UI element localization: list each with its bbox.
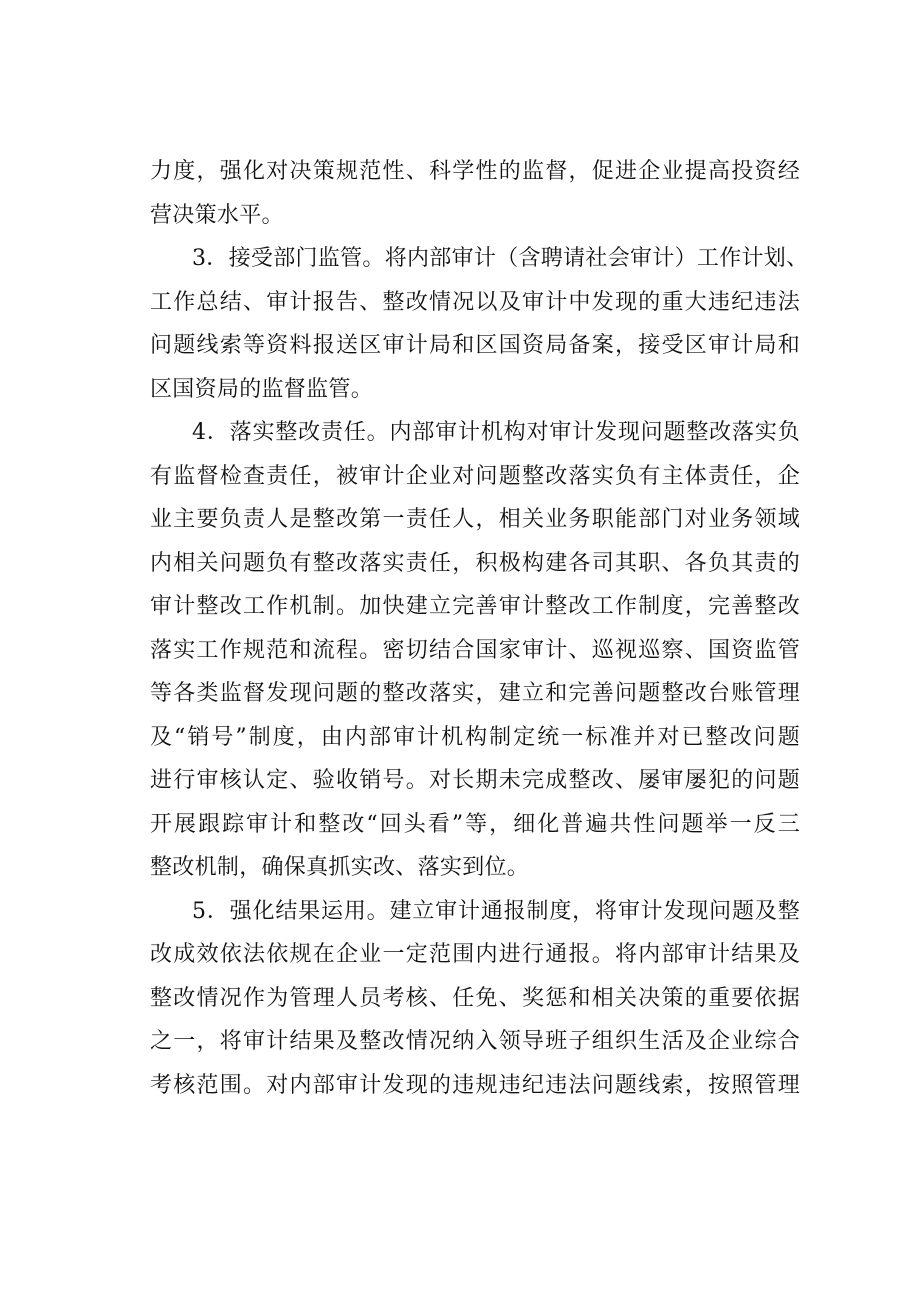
paragraph-line: 及“销号”制度，由内部审计机构制定统一标准并对已整改问题 (150, 724, 800, 750)
paragraph-line: 等各类监督发现问题的整改落实，建立和完善问题整改台账管理 (150, 681, 800, 706)
paragraph-line: 营决策水平。 (150, 202, 284, 228)
paragraph-line: 审计整改工作机制。加快建立完善审计整改工作制度，完善整改 (150, 594, 800, 619)
paragraph-line: 落实工作规范和流程。密切结合国家审计、巡视巡察、国资监管 (150, 637, 800, 663)
paragraph-line: 业主要负责人是整改第一责任人，相关业务职能部门对业务领域 (150, 507, 800, 532)
paragraph-line: 整改情况作为管理人员考核、任免、奖惩和相关决策的重要依据 (150, 985, 800, 1011)
paragraph-line-section-3: 3．接受部门监管。将内部审计（含聘请社会审计）工作计划、 (192, 246, 809, 271)
paragraph-line: 考核范围。对内部审计发现的违规违纪违法问题线索，按照管理 (150, 1072, 800, 1098)
paragraph-line: 问题线索等资料报送区审计局和区国资局备案，接受区审计局和 (150, 333, 800, 358)
paragraph-line: 开展跟踪审计和整改“回头看”等，细化普遍共性问题举一反三 (150, 811, 800, 837)
paragraph-line: 区国资局的监督监管。 (150, 376, 374, 402)
paragraph-line: 内相关问题负有整改落实责任，积极构建各司其职、各负其责的 (150, 550, 800, 576)
document-body (150, 150, 809, 1107)
paragraph-line: 进行审核认定、验收销号。对长期未完成整改、屡审屡犯的问题 (150, 768, 800, 793)
paragraph-line: 有监督检查责任，被审计企业对问题整改落实负有主体责任，企 (150, 463, 800, 489)
paragraph-line-section-5: 5．强化结果运用。建立审计通报制度，将审计发现问题及整 (192, 898, 800, 924)
paragraph-line: 之一，将审计结果及整改情况纳入领导班子组织生活及企业综合 (150, 1029, 800, 1054)
paragraph-line: 整改机制，确保真抓实改、落实到位。 (150, 855, 530, 880)
paragraph-line-section-4: 4．落实整改责任。内部审计机构对审计发现问题整改落实负 (192, 420, 800, 445)
paragraph-line: 力度，强化对决策规范性、科学性的监督，促进企业提高投资经 (150, 159, 800, 184)
paragraph-line: 工作总结、审计报告、整改情况以及审计中发现的重大违纪违法 (150, 289, 800, 315)
paragraph-line: 改成效依法依规在企业一定范围内进行通报。将内部审计结果及 (150, 942, 800, 967)
